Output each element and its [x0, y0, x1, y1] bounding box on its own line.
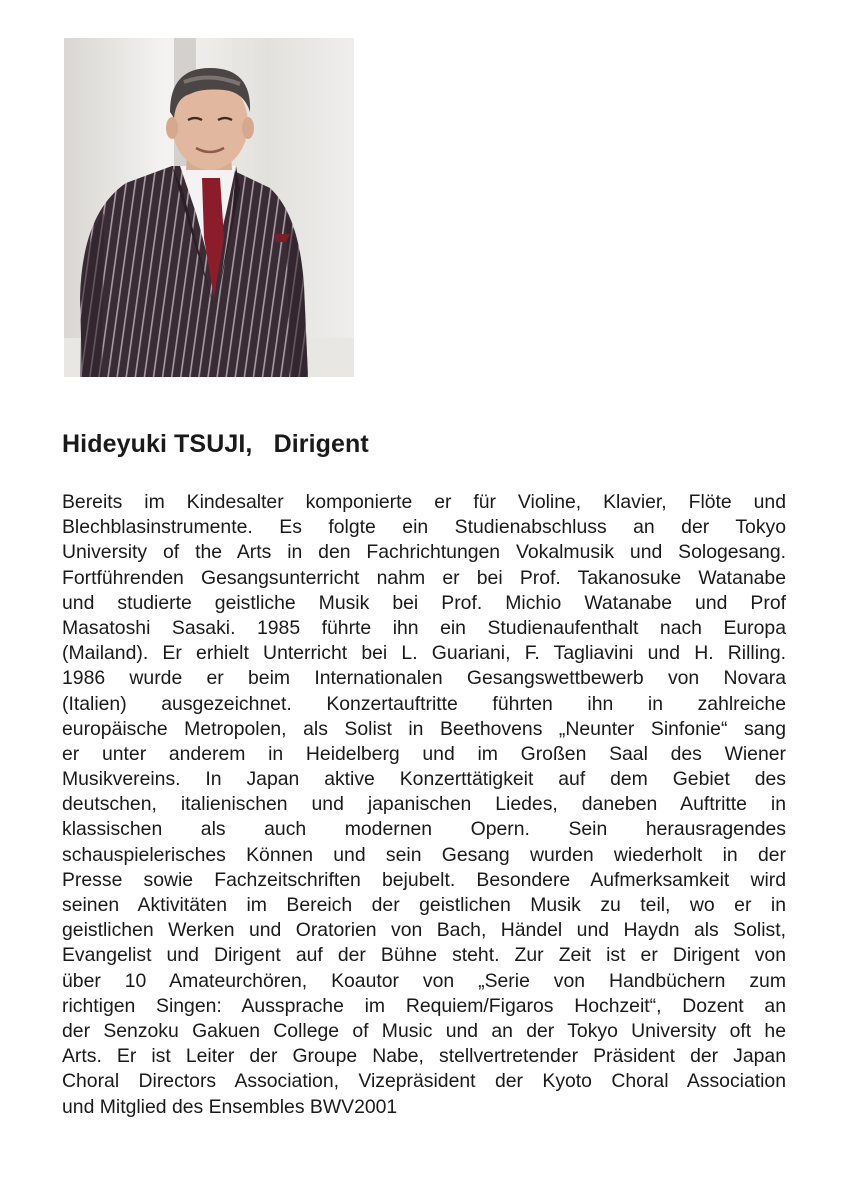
biography-line: der Senzoku Gakuen College of Music und an der Tokyo University oft he — [62, 1019, 786, 1042]
biography-line: Presse sowie Fachzeitschriften bejubelt. Besondere Aufmerksamkeit wird — [62, 868, 786, 891]
biography-line: Bereits im Kindesalter komponierte er für Violine, Klavier, Flöte und — [62, 491, 786, 513]
biography-line: über 10 Amateurchören, Koautor von „Serie von Handbüchern zum — [62, 969, 786, 992]
biography-line: richtigen Singen: Aussprache im Requiem/Figaros Hochzeit“, Dozent an — [62, 994, 786, 1017]
biography-line: University of the Arts in den Fachrichtungen Vokalmusik und Sologesang. — [62, 541, 786, 564]
biography-line: (Italien) ausgezeichnet. Konzertauftritte führten ihn in zahlreiche — [62, 692, 786, 715]
biography-line: Arts. Er ist Leiter der Groupe Nabe, stellvertretender Präsident der Japan — [62, 1045, 786, 1068]
biography-line: Masatoshi Sasaki. 1985 führte ihn ein Studienaufenthalt nach Europa — [62, 616, 786, 639]
biography-line: geistlichen Werken und Oratorien von Bach, Händel und Haydn als Solist, — [62, 919, 786, 942]
biography-line: europäische Metropolen, als Solist in Beethovens „Neunter Sinfonie“ sang — [62, 717, 786, 740]
biography-line: 1986 wurde er beim Internationalen Gesangswettbewerb von Novara — [62, 667, 786, 690]
biography-line: Blechblasinstrumente. Es folgte ein Studienabschluss an der Tokyo — [62, 516, 786, 539]
biography-line: und Mitglied des Ensembles BWV2001 — [62, 1095, 398, 1118]
biography-line: klassischen als auch modernen Opern. Sein herausragendes — [62, 818, 786, 841]
conductor-role: Dirigent — [273, 430, 369, 458]
biography-line: er unter anderem in Heidelberg und im Großen Saal des Wiener — [62, 742, 786, 765]
conductor-name: Hideyuki TSUJI, — [62, 430, 253, 458]
biography-line: (Mailand). Er erhielt Unterricht bei L. Guariani, F. Tagliavini und H. Rilling. — [62, 642, 786, 665]
portrait-photo — [64, 38, 354, 377]
biography-line: und studierte geistliche Musik bei Prof. Michio Watanabe und Prof — [62, 591, 786, 614]
biography-line: Fortführenden Gesangsunterricht nahm er bei Prof. Takanosuke Watanabe — [62, 566, 786, 589]
biography-text — [62, 490, 786, 1120]
biography-line: Choral Directors Association, Vizepräsident der Kyoto Choral Association — [62, 1070, 786, 1093]
biography-line: deutschen, italienischen und japanischen Liedes, daneben Auftritte in — [62, 793, 786, 816]
page-heading — [62, 430, 369, 459]
biography-line: Evangelist und Dirigent auf der Bühne steht. Zur Zeit ist er Dirigent von — [62, 944, 786, 967]
biography-line: Musikvereins. In Japan aktive Konzerttätigkeit auf dem Gebiet des — [62, 768, 786, 791]
biography-line: schauspielerisches Können und sein Gesang wurden wiederholt in der — [62, 843, 786, 866]
biography-line: seinen Aktivitäten im Bereich der geistlichen Musik zu teil, wo er in — [62, 894, 786, 916]
